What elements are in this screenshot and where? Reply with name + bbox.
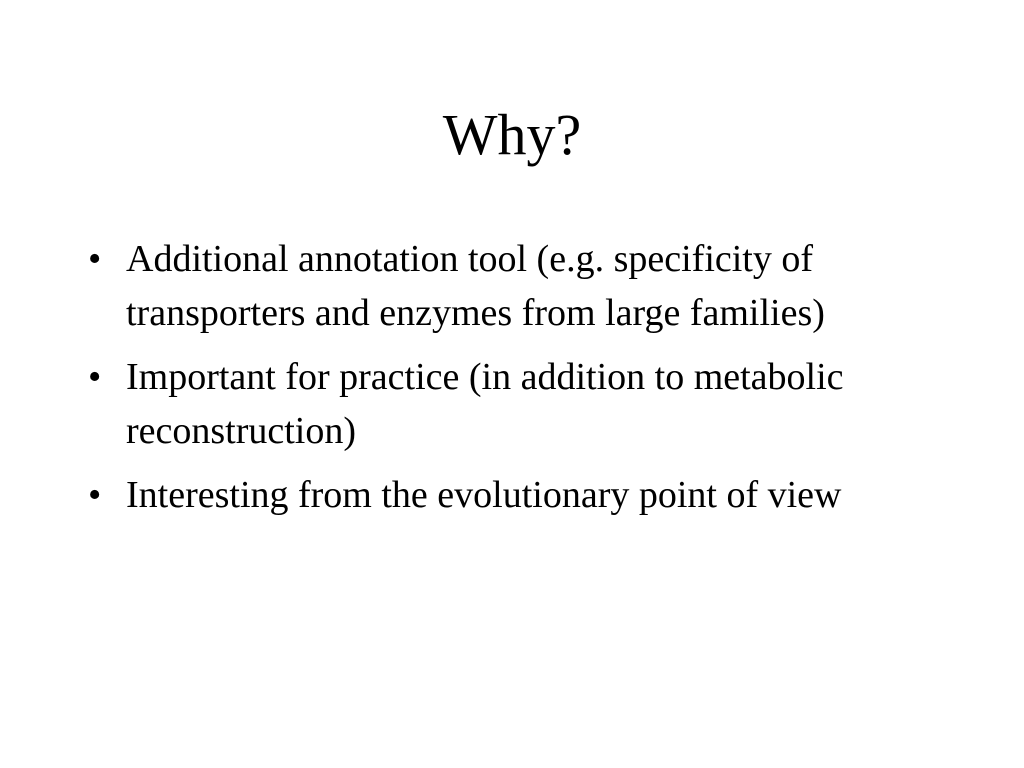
bullet-text: Important for practice (in addition to metabolic reconstruction) [126,356,844,452]
bullet-icon: • [88,474,102,516]
slide-title: Why? [442,102,582,167]
list-item [84,350,924,458]
bullet-icon: • [88,356,102,398]
bullet-text: Interesting from the evolutionary point of view [126,474,842,516]
bullet-list [84,232,924,532]
list-item [84,468,924,522]
list-item [84,232,924,340]
bullet-text: Additional annotation tool (e.g. specificity of transporters and enzymes from large families) [126,238,825,334]
bullet-icon: • [88,238,102,280]
